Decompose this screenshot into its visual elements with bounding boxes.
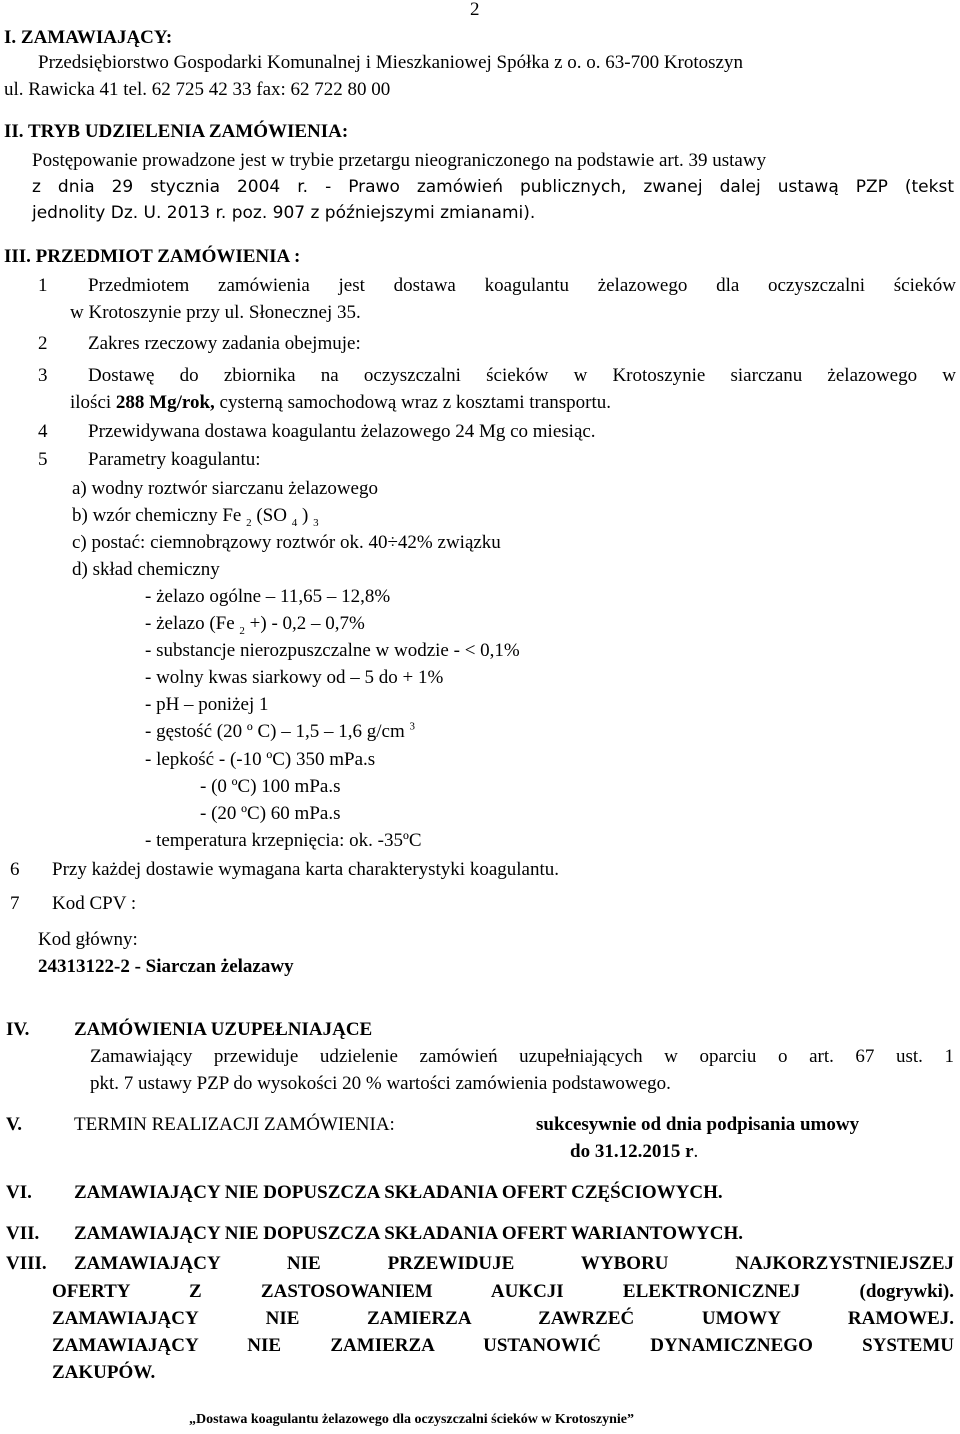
param-b-prefix: b) wzór chemiczny Fe bbox=[72, 505, 247, 526]
item-5-number: 5 bbox=[38, 449, 48, 470]
composition-iron-fe2 bbox=[145, 610, 365, 637]
composition-ph: - pH – poniżej 1 bbox=[145, 694, 269, 715]
param-b-mid: (SO bbox=[251, 505, 292, 526]
composition-freezing-point: - temperatura krzepnięcia: ok. -35ºC bbox=[145, 830, 422, 851]
section-1-line-1: Przedsiębiorstwo Gospodarki Komunalnej i Mieszkaniowej Spółka z o. o. 63-700 Krotoszyn bbox=[38, 52, 743, 73]
item-5-text: Parametry koagulantu: bbox=[88, 449, 261, 470]
section-4-line-2: pkt. 7 ustawy PZP do wysokości 20 % wartości zamówienia podstawowego. bbox=[90, 1073, 671, 1094]
item-4-number: 4 bbox=[38, 421, 48, 442]
section-3-heading: III. PRZEDMIOT ZAMÓWIENIA : bbox=[4, 246, 301, 267]
section-8-line-5: ZAKUPÓW. bbox=[52, 1362, 156, 1383]
section-5-value-line-2 bbox=[570, 1138, 698, 1165]
section-5-deadline-dot: . bbox=[693, 1141, 699, 1162]
section-6-number: VI. bbox=[6, 1182, 32, 1203]
section-8-number: VIII. bbox=[6, 1253, 47, 1274]
composition-viscosity-2: - (0 ºC) 100 mPa.s bbox=[200, 776, 341, 797]
param-b-sub-3: 3 bbox=[313, 516, 319, 529]
param-a: a) wodny roztwór siarczanu żelazowego bbox=[72, 478, 378, 499]
section-4-number: IV. bbox=[6, 1019, 30, 1040]
param-b-sub-2: 4 bbox=[291, 516, 298, 529]
composition-density bbox=[145, 718, 415, 745]
composition-iron-total: - żelazo ogólne – 11,65 – 12,8% bbox=[145, 586, 391, 607]
item-7-text: Kod CPV : bbox=[52, 893, 137, 914]
item-3-line-1: Dostawę do zbiornika na oczyszczalni ścieków w Krotoszynie siarczanu żelazowego w bbox=[88, 365, 956, 386]
section-8-line-1: ZAMAWIAJĄCY NIE PRZEWIDUJE WYBORU NAJKORZYSTNIEJSZEJ bbox=[74, 1253, 954, 1274]
param-c: c) postać: ciemnobrązowy roztwór ok. 40÷42% związku bbox=[72, 532, 501, 553]
section-7-number: VII. bbox=[6, 1223, 40, 1244]
composition-sulfuric-acid: - wolny kwas siarkowy od – 5 do + 1% bbox=[145, 667, 444, 688]
composition-density-sup: 3 bbox=[409, 720, 415, 733]
composition-insoluble: - substancje nierozpuszczalne w wodzie - < 0,1% bbox=[145, 640, 520, 661]
section-1-heading: I. ZAMAWIAJĄCY: bbox=[4, 27, 173, 48]
item-3-line-2 bbox=[70, 389, 611, 416]
item-3-quantity-suffix: cysterną samochodową wraz z kosztami transportu. bbox=[214, 392, 612, 413]
param-d: d) skład chemiczny bbox=[72, 559, 220, 580]
composition-iron-fe2-sub: 2 bbox=[239, 624, 245, 637]
section-5-number: V. bbox=[6, 1114, 23, 1135]
param-b-sub-1: 2 bbox=[246, 516, 252, 529]
section-5-heading: TERMIN REALIZACJI ZAMÓWIENIA: bbox=[74, 1114, 395, 1135]
item-4-text: Przewidywana dostawa koagulantu żelazowego 24 Mg co miesiąc. bbox=[88, 421, 596, 442]
section-6-text: ZAMAWIAJĄCY NIE DOPUSZCZA SKŁADANIA OFERT CZĘŚCIOWYCH. bbox=[74, 1182, 723, 1203]
item-3-quantity-prefix: ilości bbox=[70, 392, 116, 413]
composition-iron-fe2-prefix: - żelazo (Fe bbox=[145, 613, 240, 634]
page-footer: „Dostawa koagulantu żelazowego dla oczyszczalni ścieków w Krotoszynie” bbox=[189, 1412, 634, 1427]
section-2-heading: II. TRYB UDZIELENIA ZAMÓWIENIA: bbox=[4, 121, 349, 142]
section-8-line-4: ZAMAWIAJĄCY NIE ZAMIERZA USTANOWIĆ DYNAMICZNEGO SYSTEMU bbox=[52, 1335, 954, 1356]
item-6-text: Przy każdej dostawie wymagana karta charakterystyki koagulantu. bbox=[52, 859, 560, 880]
composition-viscosity-3: - (20 ºC) 60 mPa.s bbox=[200, 803, 341, 824]
section-7-text: ZAMAWIAJĄCY NIE DOPUSZCZA SKŁADANIA OFERT WARIANTOWYCH. bbox=[74, 1223, 744, 1244]
item-3-quantity: 288 Mg/rok, bbox=[115, 392, 215, 413]
item-6-number: 6 bbox=[10, 859, 20, 880]
section-2-line-2: z dnia 29 stycznia 2004 r. - Prawo zamówień publicznych, zwanej dalej ustawą PZP (tekst bbox=[32, 177, 954, 197]
section-8-line-2: OFERTY Z ZASTOSOWANIEM AUKCJI ELEKTRONICZNEJ (dogrywki). bbox=[52, 1281, 954, 1302]
item-3-number: 3 bbox=[38, 365, 48, 386]
section-8-line-3: ZAMAWIAJĄCY NIE ZAMIERZA ZAWRZEĆ UMOWY RAMOWEJ. bbox=[52, 1308, 954, 1329]
section-4-heading: ZAMÓWIENIA UZUPEŁNIAJĄCE bbox=[74, 1019, 373, 1040]
composition-viscosity-1: - lepkość - (-10 ºC) 350 mPa.s bbox=[145, 749, 376, 770]
composition-iron-fe2-suffix: +) - 0,2 – 0,7% bbox=[244, 613, 365, 634]
item-1-line-2: w Krotoszynie przy ul. Słonecznej 35. bbox=[70, 302, 361, 323]
cpv-label: Kod główny: bbox=[38, 929, 138, 950]
item-1-number: 1 bbox=[38, 275, 48, 296]
section-2-line-1: Postępowanie prowadzone jest w trybie przetargu nieograniczonego na podstawie art. 39 ustawy bbox=[32, 150, 767, 171]
param-b bbox=[72, 502, 319, 529]
item-2-number: 2 bbox=[38, 333, 48, 354]
section-2-line-3: jednolity Dz. U. 2013 r. poz. 907 z późniejszymi zmianami). bbox=[32, 203, 536, 223]
cpv-code: 24313122-2 - Siarczan żelazawy bbox=[38, 956, 294, 977]
item-7-number: 7 bbox=[10, 893, 20, 914]
section-1-line-2: ul. Rawicka 41 tel. 62 725 42 33 fax: 62 722 80 00 bbox=[4, 79, 391, 100]
composition-density-text: - gęstość (20 º C) – 1,5 – 1,6 g/cm bbox=[145, 721, 410, 742]
item-1-line-1: Przedmiotem zamówienia jest dostawa koagulantu żelazowego dla oczyszczalni ścieków bbox=[88, 275, 956, 296]
page-number: 2 bbox=[470, 0, 480, 20]
section-5-deadline: do 31.12.2015 r bbox=[570, 1141, 694, 1162]
section-4-line-1: Zamawiający przewiduje udzielenie zamówień uzupełniających w oparciu o art. 67 ust. 1 bbox=[90, 1046, 954, 1067]
param-b-close: ) bbox=[297, 505, 314, 526]
section-5-value-line-1: sukcesywnie od dnia podpisania umowy bbox=[536, 1114, 860, 1135]
item-2-text: Zakres rzeczowy zadania obejmuje: bbox=[88, 333, 361, 354]
